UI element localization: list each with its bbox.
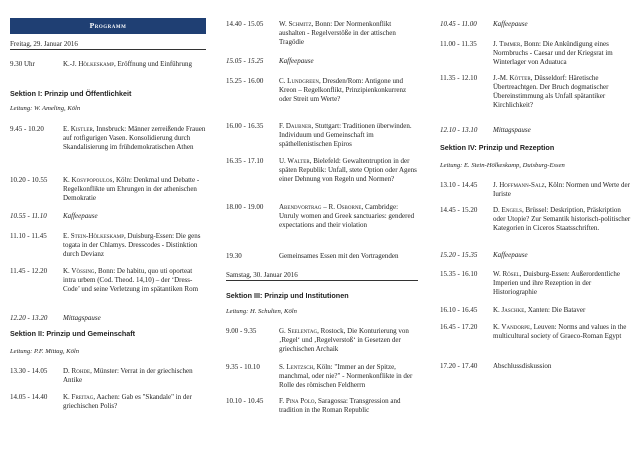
- program-entry: [226, 157, 418, 184]
- speaker-name: J. Timmer: [493, 40, 521, 48]
- entry-time: 16.00 - 16.35: [226, 122, 264, 130]
- entry-title: , Münster: Verrat in der griechischen Antike: [63, 367, 193, 384]
- program-entry: [10, 176, 206, 203]
- break-entry: [10, 212, 206, 221]
- program-entry: [226, 363, 418, 390]
- section-lead: Leitung: W. Ameling, Köln: [10, 105, 81, 112]
- entry-time: 9.45 - 10.20: [10, 125, 44, 133]
- date-heading: Freitag, 29. Januar 2016: [10, 40, 206, 50]
- entry-time: 13.30 - 14.05: [10, 367, 48, 375]
- speaker-name: K. Kosypopoulos: [63, 176, 113, 184]
- speaker-name: D. Rohde: [63, 367, 91, 375]
- program-entry: [226, 20, 418, 47]
- entry-title: , Aachen: Gab es "Skandale" in der griechischen Polis?: [63, 393, 192, 410]
- section-lead: Leitung: E. Stein-Hölkeskamp, Duisburg-Essen: [440, 162, 565, 169]
- entry-time: 16.10 - 16.45: [440, 306, 478, 314]
- program-entry: [226, 252, 418, 261]
- column-friday-morning: [10, 0, 206, 410]
- speaker-name: K. Jaschke: [493, 306, 525, 314]
- entry-time: 17.20 - 17.40: [440, 362, 478, 370]
- speaker-name: K. Vandorpe: [493, 323, 531, 331]
- section-heading: Sektion IV: Prinzip und Rezeption: [440, 143, 555, 152]
- entry-time: 13.10 - 14.45: [440, 181, 478, 189]
- entry-time: 12.10 - 13.10: [440, 126, 478, 134]
- program-entry: [440, 306, 632, 315]
- break-entry: [440, 251, 632, 260]
- entry-title: , Cambridge: Unruly women and Greek sanctuaries: gendered expectations and their violation: [279, 203, 415, 229]
- entry-time: 12.20 - 13.20: [10, 314, 48, 322]
- break-label: Mittagspause: [63, 314, 101, 322]
- program-entry: [226, 77, 418, 104]
- entry-time: 10.45 - 11.00: [440, 20, 477, 28]
- speaker-name: E. Kistler: [63, 125, 93, 133]
- program-entry: [10, 125, 206, 152]
- program-entry: [440, 362, 632, 371]
- speaker-name: F. Daubner: [279, 122, 312, 130]
- entry-time: 9.30 Uhr: [10, 60, 35, 68]
- date-heading: Samstag, 30. Januar 2016: [226, 271, 418, 281]
- entry-time: 9.00 - 9.35: [226, 327, 257, 335]
- speaker-name: C. Lundgreen: [279, 77, 319, 85]
- entry-time: 9.35 - 10.10: [226, 363, 260, 371]
- entry-title: , Innsbruck: Männer zerreißende Frauen auf rotfigurigen Vasen. Konsolidierung durch Skandalisierung im frühdemokratischen Athen: [63, 125, 206, 151]
- speaker-name: W. Rösel: [493, 270, 520, 278]
- entry-title: , Duisburg-Essen: Die gens togata in der Chlamys. Dresscodes - Distinktion durch Devianz: [63, 232, 201, 258]
- program-entry: [440, 74, 632, 110]
- entry-title: , Dresden/Rom: Antigone und Kreon – Regelkonflikt, Prinzipienkonkurrenz oder Streit um Werte?: [279, 77, 407, 103]
- entry-title: , Düsseldorf: Häretische Übertreachtgen. Der Bruch dogmatischer Übereinstimmung als Unfall spätantiker Kirchlichkeit?: [493, 74, 609, 109]
- entry-time: 19.30: [226, 252, 242, 260]
- speaker-name: S. Lentzsch: [279, 363, 314, 371]
- program-banner: Programm: [10, 18, 206, 34]
- program-entry: [440, 40, 632, 67]
- program-entry: [10, 60, 206, 69]
- entry-time: 11.00 - 11.35: [440, 40, 477, 48]
- program-entry: [440, 270, 632, 297]
- speaker-name: U. Walter: [279, 157, 310, 165]
- break-label: Mittagspause: [493, 126, 531, 134]
- entry-time: 15.20 - 15.35: [440, 251, 478, 259]
- break-label: Kaffeepause: [493, 20, 528, 28]
- entry-title: , Köln: Denkmal und Debatte - Regelkonflikte um Ehrungen in der athenischen Demokratie: [63, 176, 200, 202]
- program-entry: [226, 327, 418, 354]
- entry-time: 11.35 - 12.10: [440, 74, 478, 82]
- section-lead: Leitung: H. Schulten, Köln: [226, 308, 297, 315]
- program-entry: [440, 323, 632, 341]
- speaker-name: K. Vössing: [63, 267, 95, 275]
- speaker-name: W. Schmitz: [279, 20, 312, 28]
- speaker-name: G. Seelentag: [279, 327, 318, 335]
- entry-title: , Köln: Normen und Werte der Iuriste: [493, 181, 630, 198]
- program-entry: [10, 393, 206, 411]
- entry-time: 16.45 - 17.20: [440, 323, 478, 331]
- program-entry: [10, 232, 206, 259]
- speaker-name: F. Pina Polo: [279, 397, 315, 405]
- entry-title: Abschlussdiskussion: [493, 362, 552, 370]
- entry-title: , Duisburg-Essen: Außerordentliche Imperien und ihre Rezeption in der Historiographie: [493, 270, 621, 296]
- program-entry: [440, 181, 632, 199]
- entry-time: 10.20 - 10.55: [10, 176, 48, 184]
- program-entry: [226, 203, 418, 230]
- entry-time: 10.10 - 10.45: [226, 397, 264, 405]
- speaker-name: K. Freitag: [63, 393, 94, 401]
- entry-title: , Eröffnung und Einführung: [113, 60, 193, 68]
- speaker-name: K.-J. Hölkeskamp: [63, 60, 114, 68]
- break-entry: [10, 314, 206, 323]
- section-lead: Leitung: P.F. Mittag, Köln: [10, 348, 79, 355]
- entry-time: 11.45 - 12.20: [10, 267, 48, 275]
- entry-title: , Brüssel: Deskription, Präskription oder Utopie? Zur Semantik historisch-politischer Kategorien in Ciceros Staatsschriften.: [493, 206, 631, 232]
- break-entry: [440, 20, 632, 29]
- program-entry: [226, 122, 418, 149]
- entry-title: , Bonn: De habitu, quo uti oporteat intra urbem (Cod. Theod. 14,10) – der ‘Dress-Code’ und seine Verletzung im spätantiken Rom: [63, 267, 199, 293]
- entry-time: 16.35 - 17.10: [226, 157, 264, 165]
- speaker-name: J. Hoffmann-Salz: [493, 181, 545, 189]
- program-entry: [226, 397, 418, 415]
- entry-time: 14.45 - 15.20: [440, 206, 478, 214]
- break-label: Kaffeepause: [493, 251, 528, 259]
- entry-time: 15.05 - 15.25: [226, 57, 264, 65]
- entry-title: , Bonn: Die Ankündigung eines Normbruchs - Caesar und der Kriegsrat im Winterlager von Aduatuca: [493, 40, 613, 66]
- entry-time: 11.10 - 11.45: [10, 232, 47, 240]
- entry-time: 14.40 - 15.05: [226, 20, 264, 28]
- entry-title: , Bonn: Der Normenkonflikt aushalten - Regelverstöße in der attischen Tragödie: [279, 20, 396, 46]
- program-entry: [440, 206, 632, 233]
- entry-time: 15.25 - 16.00: [226, 77, 264, 85]
- entry-time: 15.35 - 16.10: [440, 270, 478, 278]
- speaker-name: D. Engels: [493, 206, 522, 214]
- entry-title: Gemeinsames Essen mit den Vortragenden: [279, 252, 399, 260]
- entry-title: , Xanten: Die Bataver: [524, 306, 586, 314]
- section-heading: Sektion III: Prinzip und Institutionen: [226, 291, 349, 300]
- entry-title: , Köln: "Immer an der Spitze, manchmal, oder nie?" - Normenkonflikte in der Rolle des römischen Feldherrn: [279, 363, 413, 389]
- entry-time: 18.00 - 19.00: [226, 203, 264, 211]
- program-entry: [10, 267, 206, 294]
- entry-time: 14.05 - 14.40: [10, 393, 48, 401]
- entry-time: 10.55 - 11.10: [10, 212, 47, 220]
- break-label: Kaffeepause: [63, 212, 98, 220]
- entry-title: , Stuttgart: Traditionen überwinden. Individuum und Gemeinschaft im späthellenistischen Epiros: [279, 122, 412, 148]
- entry-title: , Bielefeld: Gewaltentruption in der späten Republik: Unfall, stete Option oder Agens einer Dehnung von Regeln und Normen?: [279, 157, 417, 183]
- break-label: Kaffeepause: [279, 57, 314, 65]
- entry-title: , Rostock, Die Konturierung von ‚Regel‘ und ‚Regelverstoß‘ in Gesetzen der griechischen Archaik: [279, 327, 409, 353]
- program-entry: [10, 367, 206, 385]
- speaker-name: E. Stein-Hölkeskamp: [63, 232, 124, 240]
- entry-title: , Leuven: Norms and values in the multicultural society of Graeco-Roman Egypt: [493, 323, 627, 340]
- speaker-name: Abendvortrag – R. Osborne: [279, 203, 362, 211]
- break-entry: [226, 57, 418, 66]
- break-entry: [440, 126, 632, 135]
- speaker-name: J.-M. Kötter: [493, 74, 531, 82]
- entry-title: , Saragossa: Transgression and tradition in the Roman Republic: [279, 397, 401, 414]
- section-heading: Sektion II: Prinzip und Gemeinschaft: [10, 329, 135, 338]
- section-heading: Sektion I: Prinzip und Öffentlichkeit: [10, 89, 132, 98]
